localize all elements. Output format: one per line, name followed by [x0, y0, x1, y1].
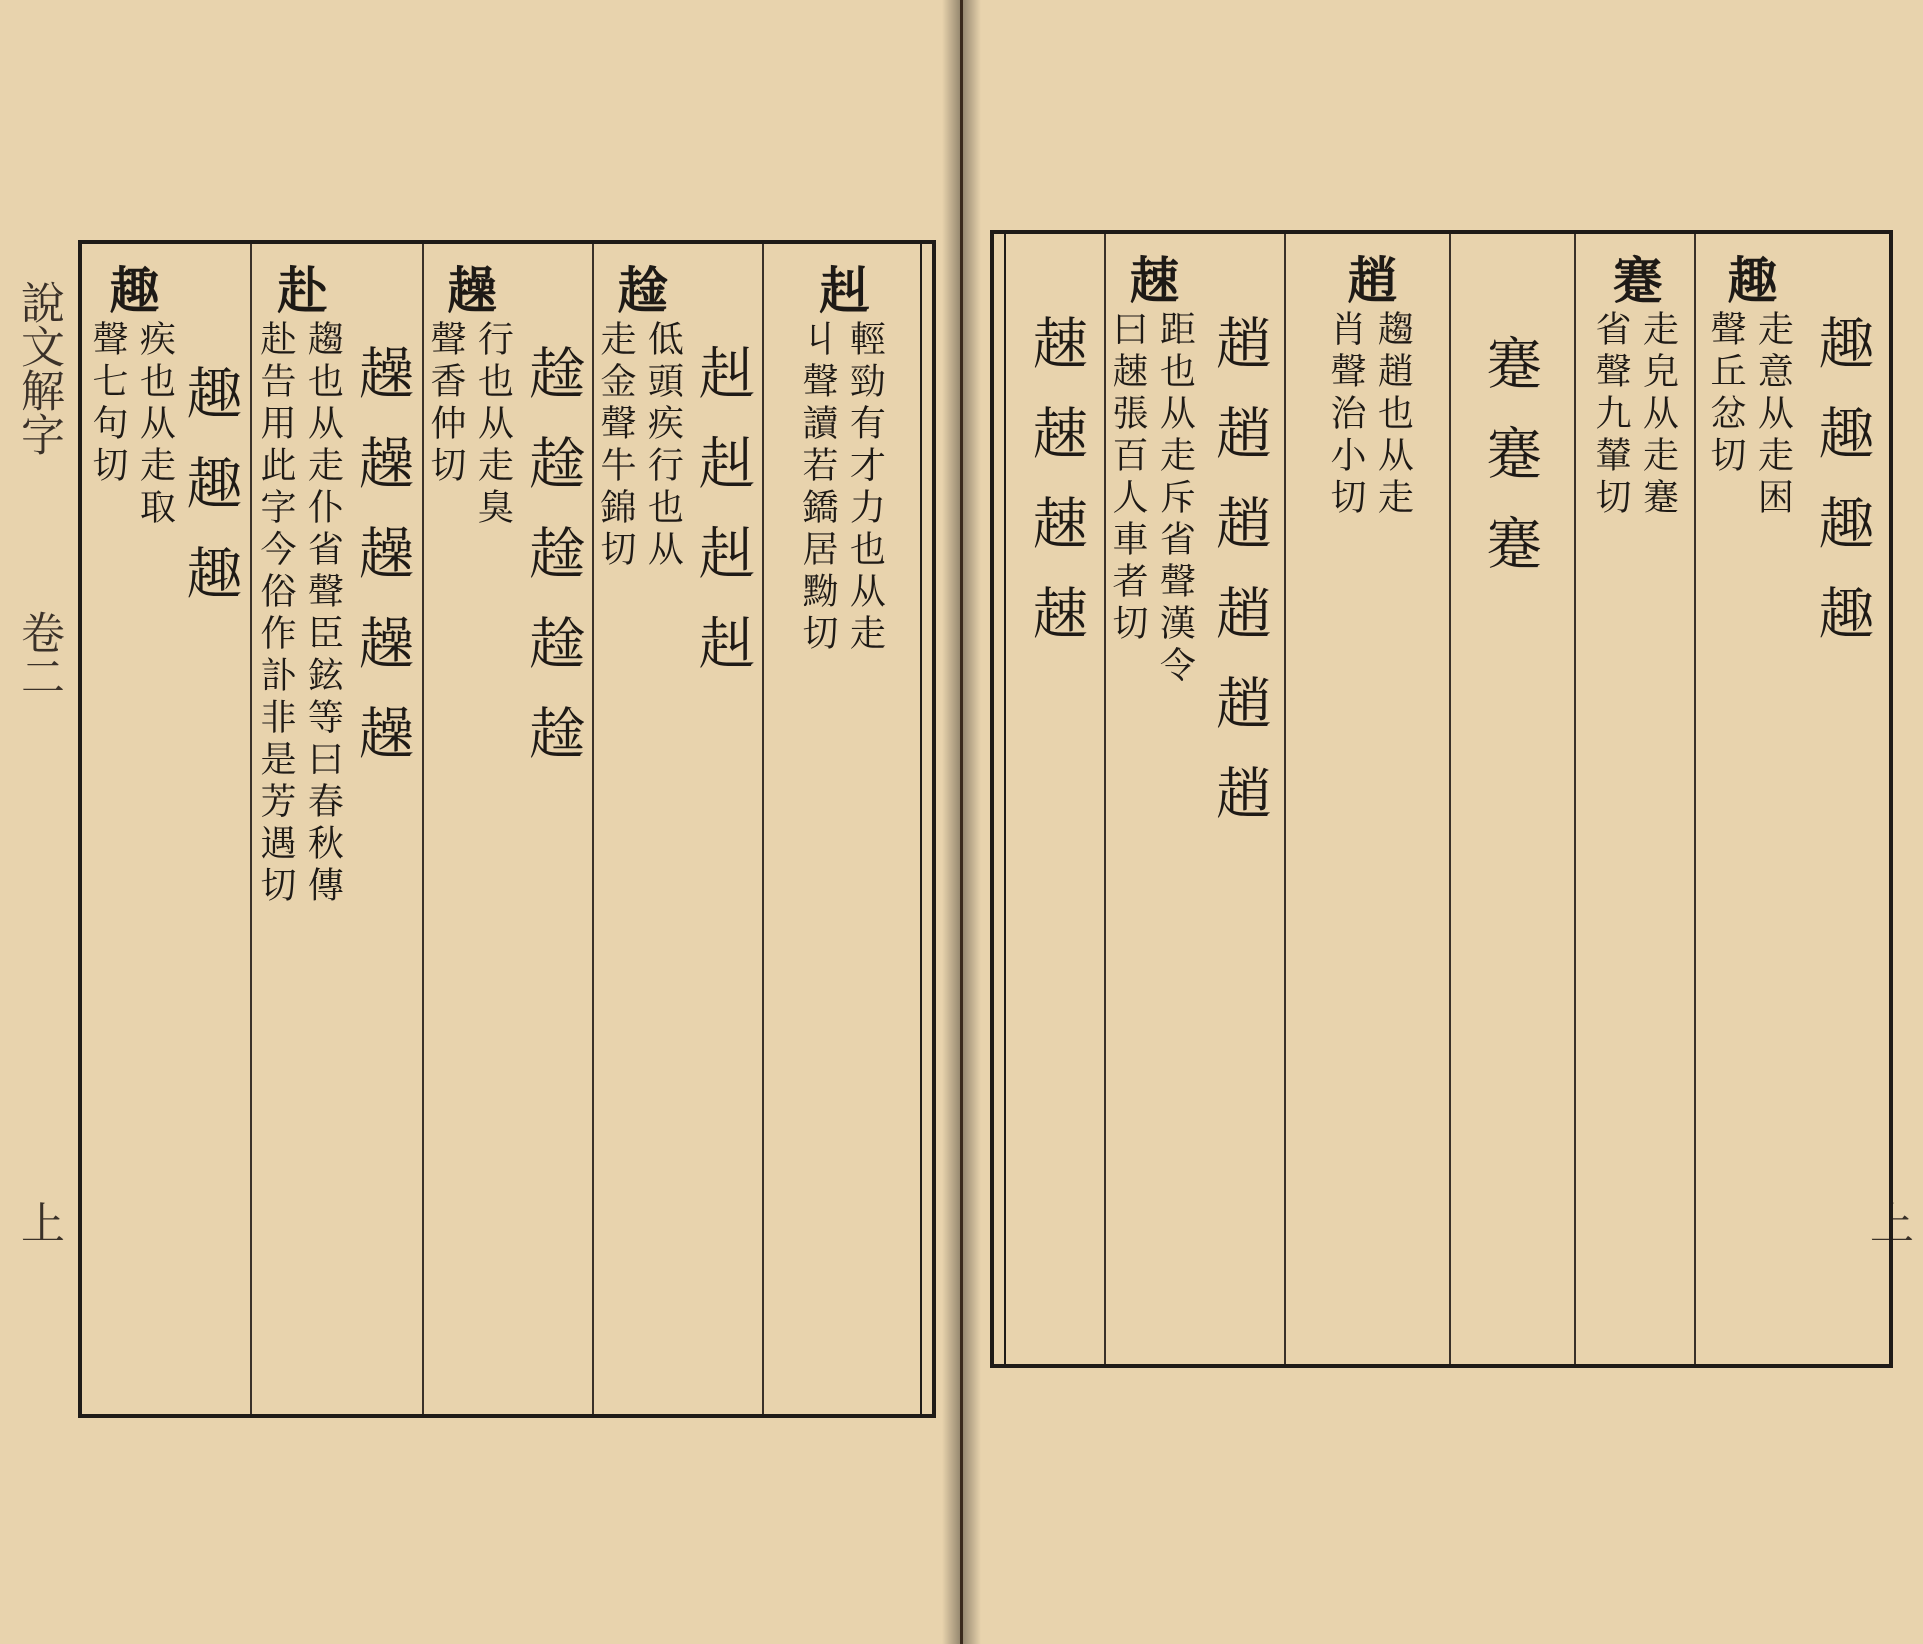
gloss-line: 低頭疾行也从	[642, 320, 684, 572]
column-rule	[1284, 234, 1286, 1364]
right-frame	[990, 230, 1893, 1368]
gloss-line: 省聲九輦切	[1590, 310, 1631, 520]
gloss	[255, 320, 344, 908]
gloss-line: 走皃从走蹇	[1637, 310, 1679, 520]
gutter-shadow	[963, 0, 981, 1644]
head-character: 趛	[609, 264, 669, 314]
gloss-line: 輕勁有才力也从走	[844, 320, 886, 656]
head-character: 趣	[101, 264, 161, 314]
margin-volume: 卷二	[13, 610, 64, 698]
seal-column	[1194, 314, 1284, 1344]
seal-column	[1804, 314, 1879, 1344]
margin-folio: 上	[1862, 1200, 1913, 1244]
right-page	[963, 0, 1923, 1644]
seal-script-forms: 趚趚趚趚	[1023, 314, 1089, 674]
seal-column	[512, 344, 592, 1394]
entry-column	[1294, 254, 1444, 1344]
seal-script-forms: 趣趣趣趣	[1809, 314, 1875, 674]
gloss	[1705, 310, 1794, 520]
gloss	[1590, 310, 1679, 520]
seal-script-forms: 趛趛趛趛趛	[520, 344, 585, 794]
seal-column	[172, 364, 247, 1394]
gloss	[797, 320, 886, 656]
entry-column	[1579, 254, 1689, 1344]
gloss-line: 赴告用此字今俗作訃非是芳遇切	[255, 320, 296, 908]
entry-column	[254, 264, 344, 1394]
gloss-line: 距也从走斥省聲漢令	[1154, 310, 1196, 688]
gloss-line: 聲丘忿切	[1705, 310, 1746, 478]
seal-column	[342, 344, 422, 1394]
gloss-line: 丩聲讀若鐈居黝切	[797, 320, 838, 656]
head-character: 趙	[1339, 254, 1399, 304]
seal-script-forms: 蹇蹇蹇	[1477, 334, 1542, 604]
seal-script-forms: 趙趙趙趙趙趙	[1207, 314, 1272, 854]
margin-folio: 上	[13, 1200, 64, 1244]
gloss-line: 聲七句切	[87, 320, 128, 488]
gloss-line: 曰趚張百人車者切	[1107, 310, 1148, 646]
frame-inner-rule	[920, 244, 922, 1414]
head-character: 趚	[1121, 254, 1181, 304]
gloss-line: 走金聲牛錦切	[595, 320, 636, 572]
gloss-line: 走意从走困	[1752, 310, 1794, 520]
gloss-line: 疾也从走取	[134, 320, 176, 530]
gloss-line: 聲香仲切	[425, 320, 466, 488]
entry-column	[1106, 254, 1196, 1344]
entry-column	[766, 264, 916, 1394]
entry-column	[424, 264, 514, 1394]
left-frame	[78, 240, 936, 1418]
column-rule	[1449, 234, 1451, 1364]
head-character: 趣	[1719, 254, 1779, 304]
gloss	[1107, 310, 1196, 688]
seal-column	[1008, 314, 1103, 1344]
entry-column	[1699, 254, 1799, 1344]
gloss-line: 趨也从走仆省聲臣鉉等曰春秋傳	[302, 320, 344, 908]
gloss-line: 趨趙也从走	[1372, 310, 1414, 520]
seal-script-forms: 趣趣趣	[177, 364, 243, 634]
margin-title: 說文解字	[13, 280, 64, 456]
gloss	[595, 320, 684, 572]
gloss	[1325, 310, 1414, 520]
gloss-line: 肖聲治小切	[1325, 310, 1366, 520]
seal-script-forms: 趮趮趮趮趮	[350, 344, 415, 794]
gloss	[425, 320, 514, 530]
entry-column	[86, 264, 176, 1394]
frame-inner-rule	[1004, 234, 1006, 1364]
head-character: 赴	[269, 264, 329, 314]
gloss	[87, 320, 176, 530]
seal-column	[682, 344, 762, 1394]
column-rule	[1694, 234, 1696, 1364]
column-rule	[1574, 234, 1576, 1364]
head-character: 蹇	[1604, 254, 1664, 304]
gutter-shadow	[942, 0, 960, 1644]
seal-script-forms: 赳赳赳赳	[690, 344, 755, 704]
gloss-line: 行也从走臭	[472, 320, 514, 530]
column-rule	[250, 244, 252, 1414]
seal-column	[1454, 334, 1564, 1344]
entry-column	[594, 264, 684, 1394]
head-character: 赳	[811, 264, 871, 314]
head-character: 趮	[439, 264, 499, 314]
column-rule	[762, 244, 764, 1414]
